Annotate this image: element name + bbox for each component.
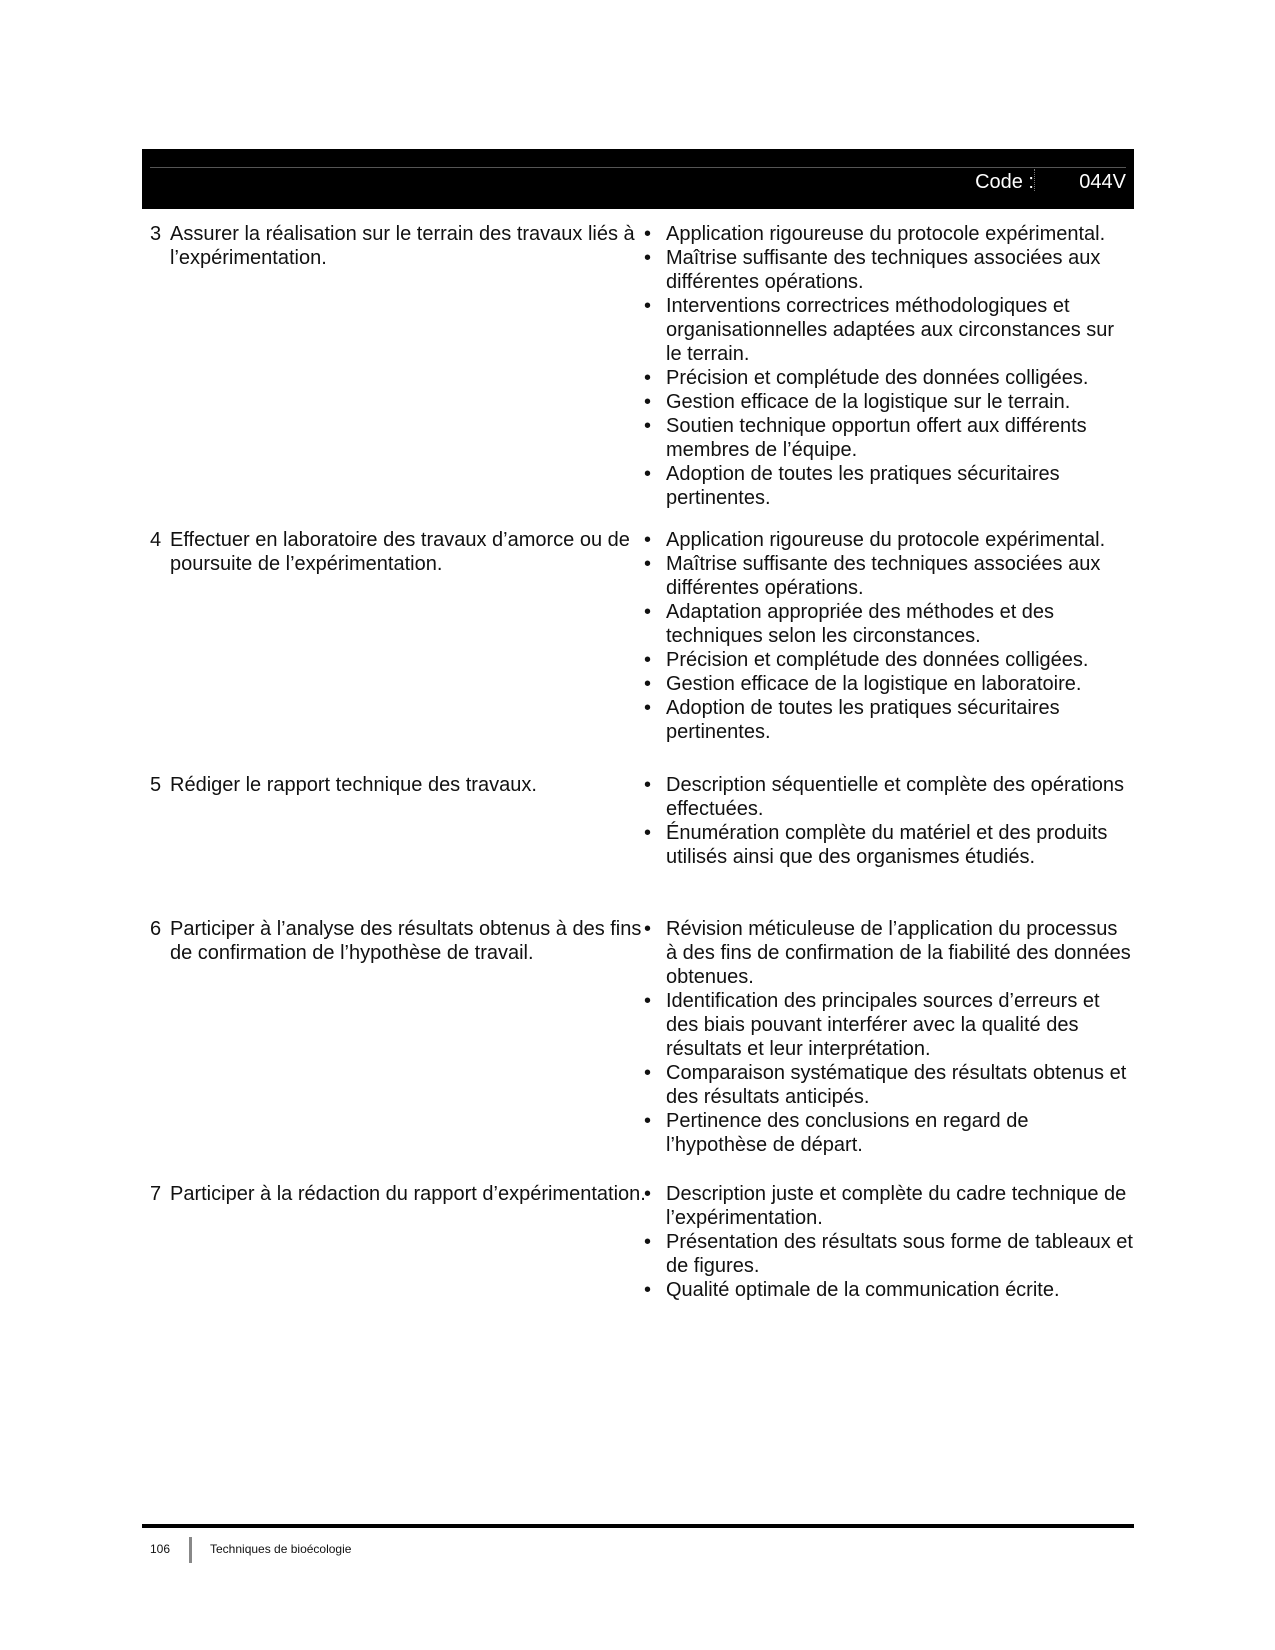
list-item: • Soutien technique opportun offert aux différents membres de l’équipe.	[640, 414, 1134, 462]
list-item: • Comparaison systématique des résultats obtenus et des résultats anticipés.	[640, 1061, 1134, 1109]
footer-separator	[189, 1537, 192, 1563]
header-bar	[142, 149, 1134, 209]
row-criteria	[640, 528, 1134, 744]
footer-title: Techniques de bioécologie	[210, 1542, 352, 1556]
footer-rule	[142, 1524, 1134, 1528]
list-item: • Application rigoureuse du protocole expérimental.	[640, 528, 1134, 552]
list-item: • Qualité optimale de la communication écrite.	[640, 1278, 1134, 1302]
code-value: 044V	[1079, 171, 1126, 193]
row-element: Assurer la réalisation sur le terrain des travaux liés à l’expérimentation.	[170, 223, 635, 269]
list-item: • Interventions correctrices méthodologiques et organisationnelles adaptées aux circonstances sur le terrain.	[640, 294, 1134, 366]
row-element: Participer à l’analyse des résultats obtenus à des fins de confirmation de l’hypothèse de travail.	[170, 918, 642, 964]
row-number: 7	[150, 1183, 162, 1205]
list-item: • Pertinence des conclusions en regard de l’hypothèse de départ.	[640, 1109, 1134, 1157]
criteria-table	[142, 222, 1134, 1312]
code-label: Code :	[975, 171, 1034, 193]
row-criteria	[640, 773, 1134, 869]
row-element: Effectuer en laboratoire des travaux d’amorce ou de poursuite de l’expérimentation.	[170, 529, 630, 575]
row-number: 5	[150, 774, 162, 796]
list-item: • Révision méticuleuse de l’application du processus à des fins de confirmation de la fiabilité des données obtenues.	[640, 917, 1134, 989]
list-item: • Énumération complète du matériel et des produits utilisés ainsi que des organismes étudiés.	[640, 821, 1134, 869]
row-number: 4	[150, 529, 162, 551]
list-item: • Précision et complétude des données colligées.	[640, 366, 1134, 390]
list-item: • Maîtrise suffisante des techniques associées aux différentes opérations.	[640, 246, 1134, 294]
list-item: • Adaptation appropriée des méthodes et des techniques selon les circonstances.	[640, 600, 1134, 648]
list-item: • Gestion efficace de la logistique en laboratoire.	[640, 672, 1134, 696]
list-item: • Maîtrise suffisante des techniques associées aux différentes opérations.	[640, 552, 1134, 600]
list-item: • Description juste et complète du cadre technique de l’expérimentation.	[640, 1182, 1134, 1230]
list-item: • Description séquentielle et complète des opérations effectuées.	[640, 773, 1134, 821]
table-row	[142, 222, 1134, 528]
table-row	[142, 773, 1134, 917]
row-criteria	[640, 222, 1134, 510]
code-separator	[1034, 169, 1036, 191]
row-element: Rédiger le rapport technique des travaux.	[170, 774, 537, 796]
list-item: • Adoption de toutes les pratiques sécuritaires pertinentes.	[640, 696, 1134, 744]
list-item: • Gestion efficace de la logistique sur le terrain.	[640, 390, 1134, 414]
row-element: Participer à la rédaction du rapport d’expérimentation.	[170, 1183, 646, 1205]
list-item: • Identification des principales sources d’erreurs et des biais pouvant interférer avec la qualité des résultats et leur interprétation.	[640, 989, 1134, 1061]
header-rule	[150, 167, 1126, 168]
row-criteria	[640, 917, 1134, 1157]
list-item: • Application rigoureuse du protocole expérimental.	[640, 222, 1134, 246]
list-item: • Précision et complétude des données colligées.	[640, 648, 1134, 672]
list-item: • Adoption de toutes les pratiques sécuritaires pertinentes.	[640, 462, 1134, 510]
list-item: • Présentation des résultats sous forme de tableaux et de figures.	[640, 1230, 1134, 1278]
row-number: 3	[150, 223, 162, 245]
table-row	[142, 917, 1134, 1182]
page-number: 106	[150, 1542, 171, 1556]
table-row	[142, 528, 1134, 773]
row-criteria	[640, 1182, 1134, 1302]
table-row	[142, 1182, 1134, 1312]
row-number: 6	[150, 918, 162, 940]
